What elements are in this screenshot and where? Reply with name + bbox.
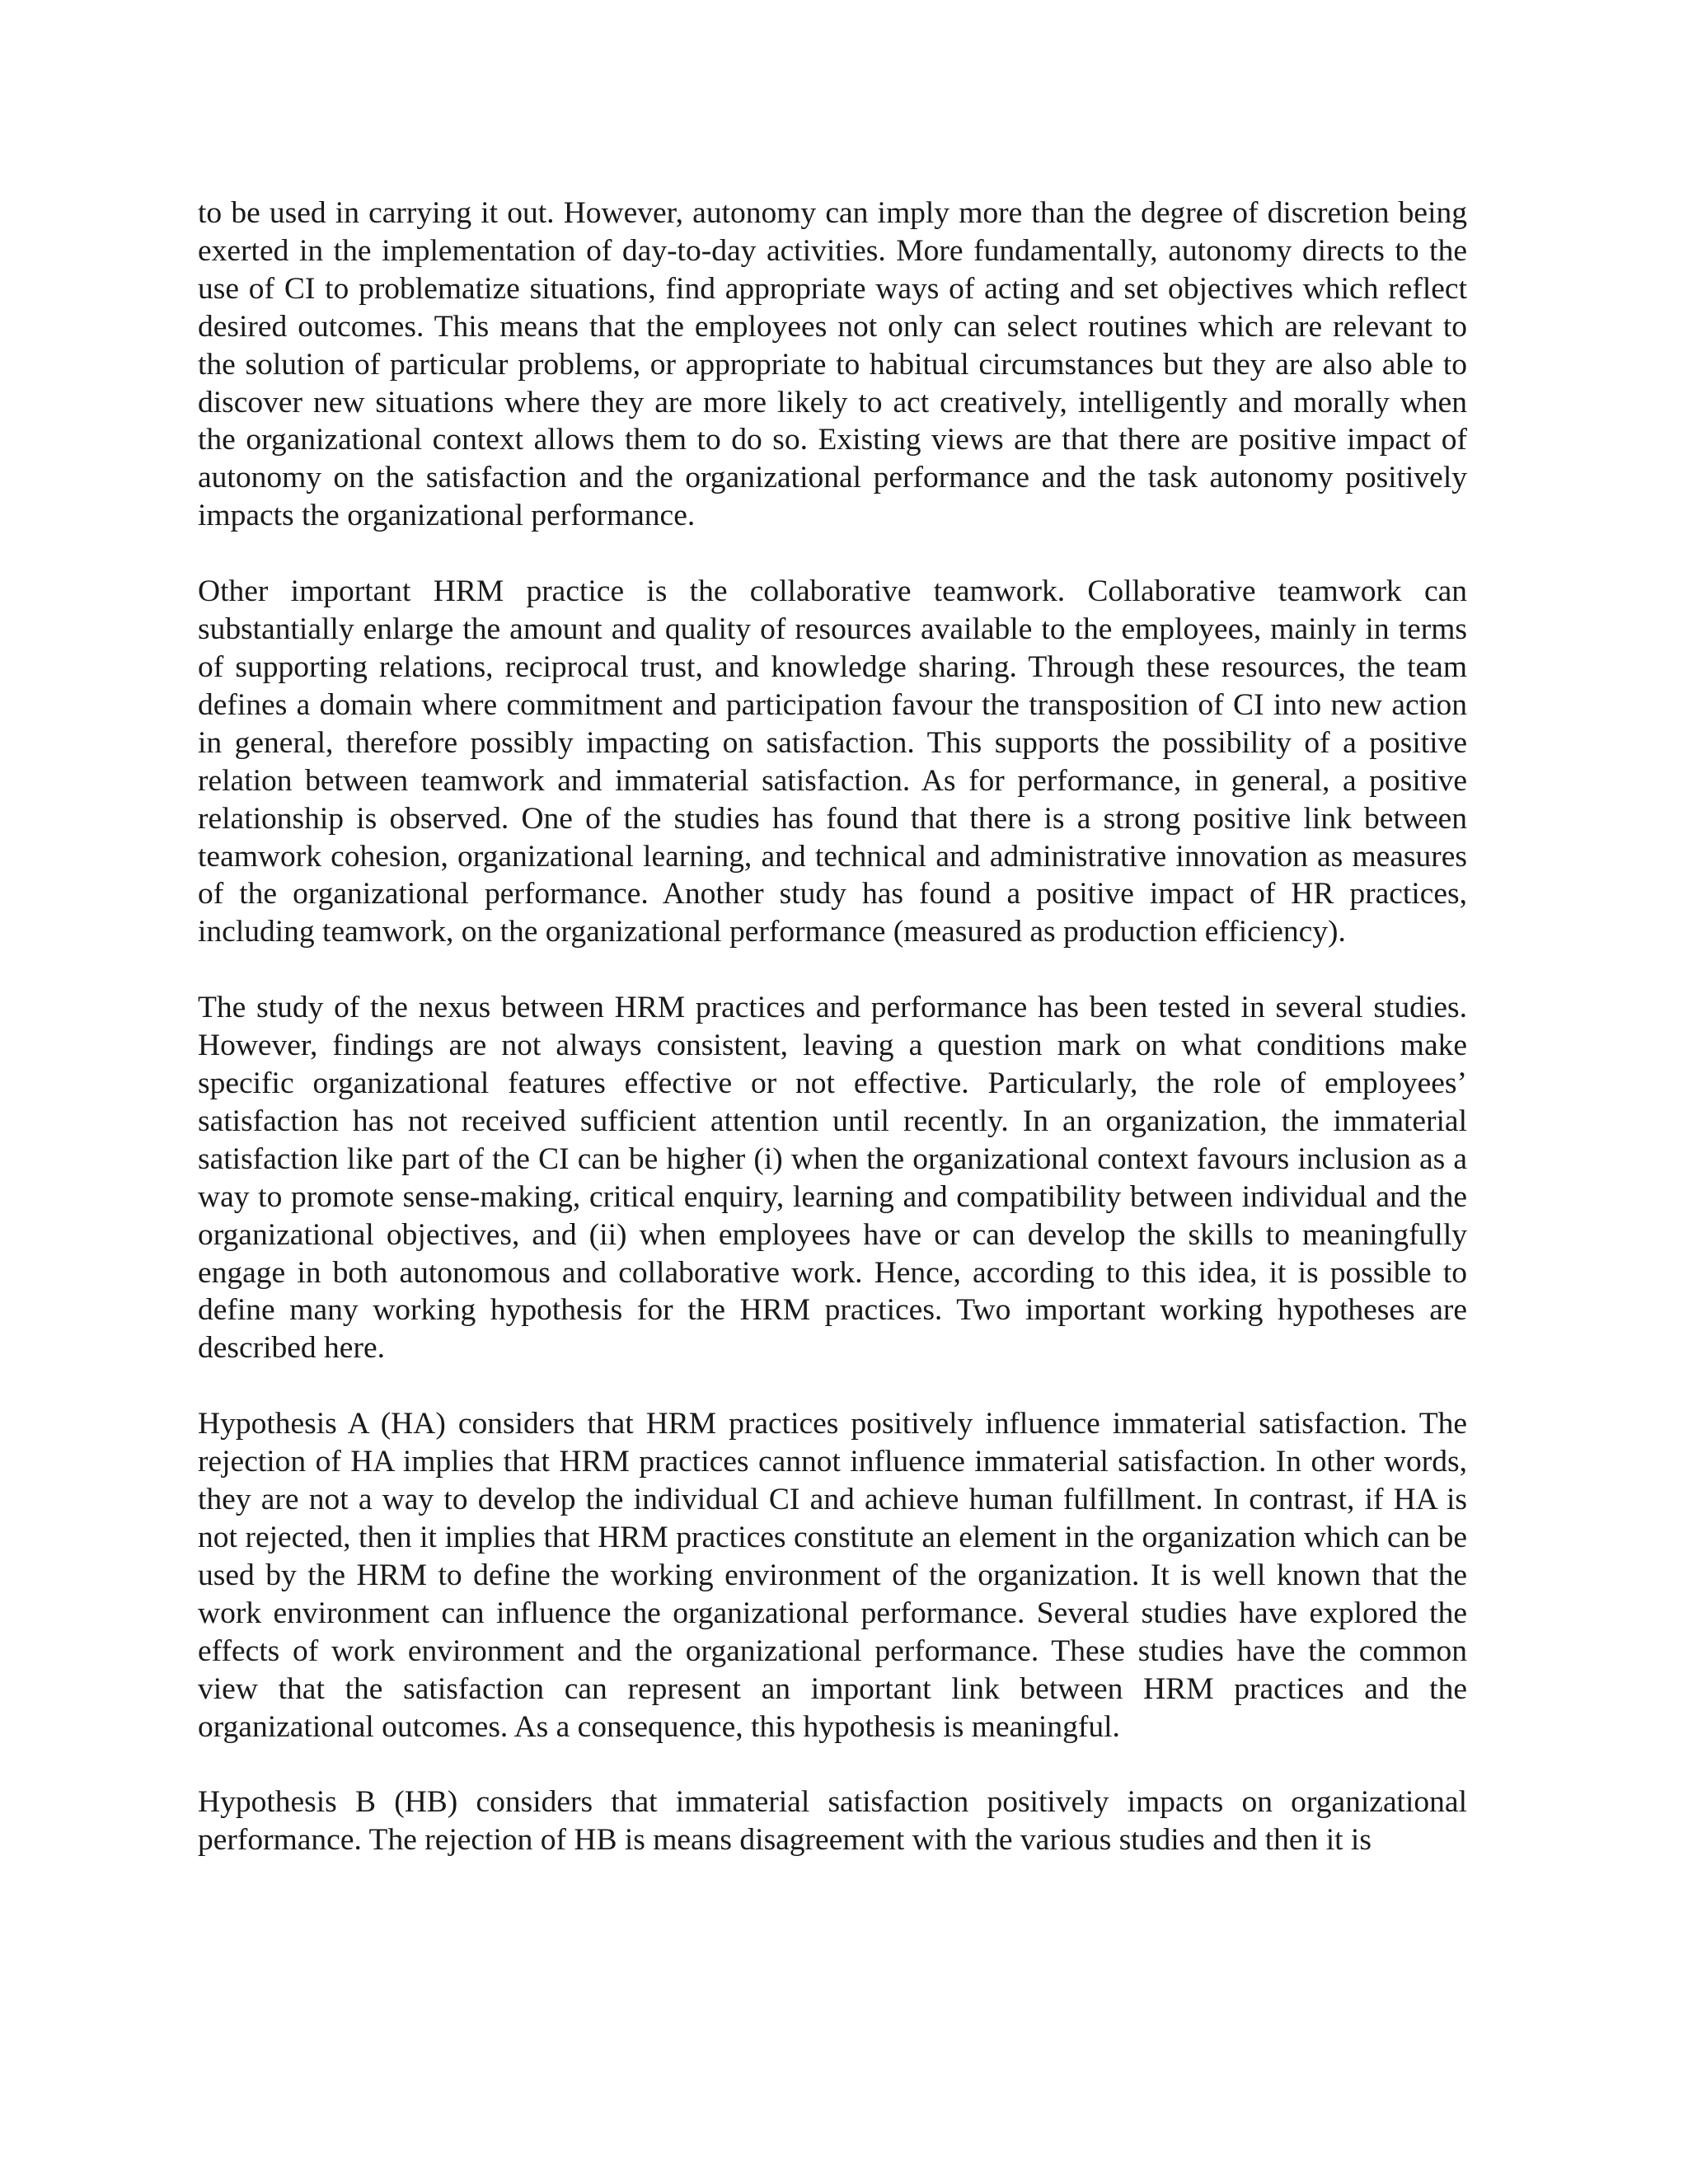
- paragraph-hypothesis-a: Hypothesis A (HA) considers that HRM practices positively influence immaterial satisfaction. The rejection of HA implies that HRM practices cannot influence immaterial satisfaction. In other words, they are not a way to develop the individual CI and achieve human fulfillment. In contrast, if HA is not rejected, then it implies that HRM practices constitute an element in the organization which can be used by the HRM to define the working environment of the organization. It is well known that the work environment can influence the organizational performance. Several studies have explored the effects of work environment and the organizational performance. These studies have the common view that the satisfaction can represent an important link between HRM practices and the organizational outcomes. As a consequence, this hypothesis is meaningful.: [198, 1407, 1467, 1744]
- body-text: [198, 194, 1467, 1897]
- paragraph-hrm-performance-nexus: The study of the nexus between HRM practices and performance has been tested in several studies. However, findings are not always consistent, leaving a question mark on what conditions make specific organizational features effective or not effective. Particularly, the role of employees’ satisfaction has not received sufficient attention until recently. In an organization, the immaterial satisfaction like part of the CI can be higher (i) when the organizational context favours inclusion as a way to promote sense-making, critical enquiry, learning and compatibility between individual and the organizational objectives, and (ii) when employees have or can develop the skills to meaningfully engage in both autonomous and collaborative work. Hence, according to this idea, it is possible to define many working hypothesis for the HRM practices. Two important working hypotheses are described here.: [198, 991, 1467, 1366]
- paragraph-teamwork: Other important HRM practice is the collaborative teamwork. Collaborative teamwork can substantially enlarge the amount and quality of resources available to the employees, mainly in terms of supporting relations, reciprocal trust, and knowledge sharing. Through these resources, the team defines a domain where commitment and participation favour the transposition of CI into new action in general, therefore possibly impacting on satisfaction. This supports the possibility of a positive relation between teamwork and immaterial satisfaction. As for performance, in general, a positive relationship is observed. One of the studies has found that there is a strong positive link between teamwork cohesion, organizational learning, and technical and administrative innovation as measures of the organizational performance. Another study has found a positive impact of HR practices, including teamwork, on the organizational performance (measured as production efficiency).: [198, 574, 1467, 949]
- paragraph-autonomy: to be used in carrying it out. However, autonomy can imply more than the degree of discretion being exerted in the implementation of day-to-day activities. More fundamentally, autonomy directs to the use of CI to problematize situations, find appropriate ways of acting and set objectives which reflect desired outcomes. This means that the employees not only can select routines which are relevant to the solution of particular problems, or appropriate to habitual circumstances but they are also able to discover new situations where they are more likely to act creatively, intelligently and morally when the organizational context allows them to do so. Existing views are that there are positive impact of autonomy on the satisfaction and the organizational performance and the task autonomy positively impacts the organizational performance.: [198, 196, 1467, 533]
- paragraph-hypothesis-b: Hypothesis B (HB) considers that immaterial satisfaction positively impacts on organizational performance. The rejection of HB is means disagreement with the various studies and then it is: [198, 1785, 1467, 1858]
